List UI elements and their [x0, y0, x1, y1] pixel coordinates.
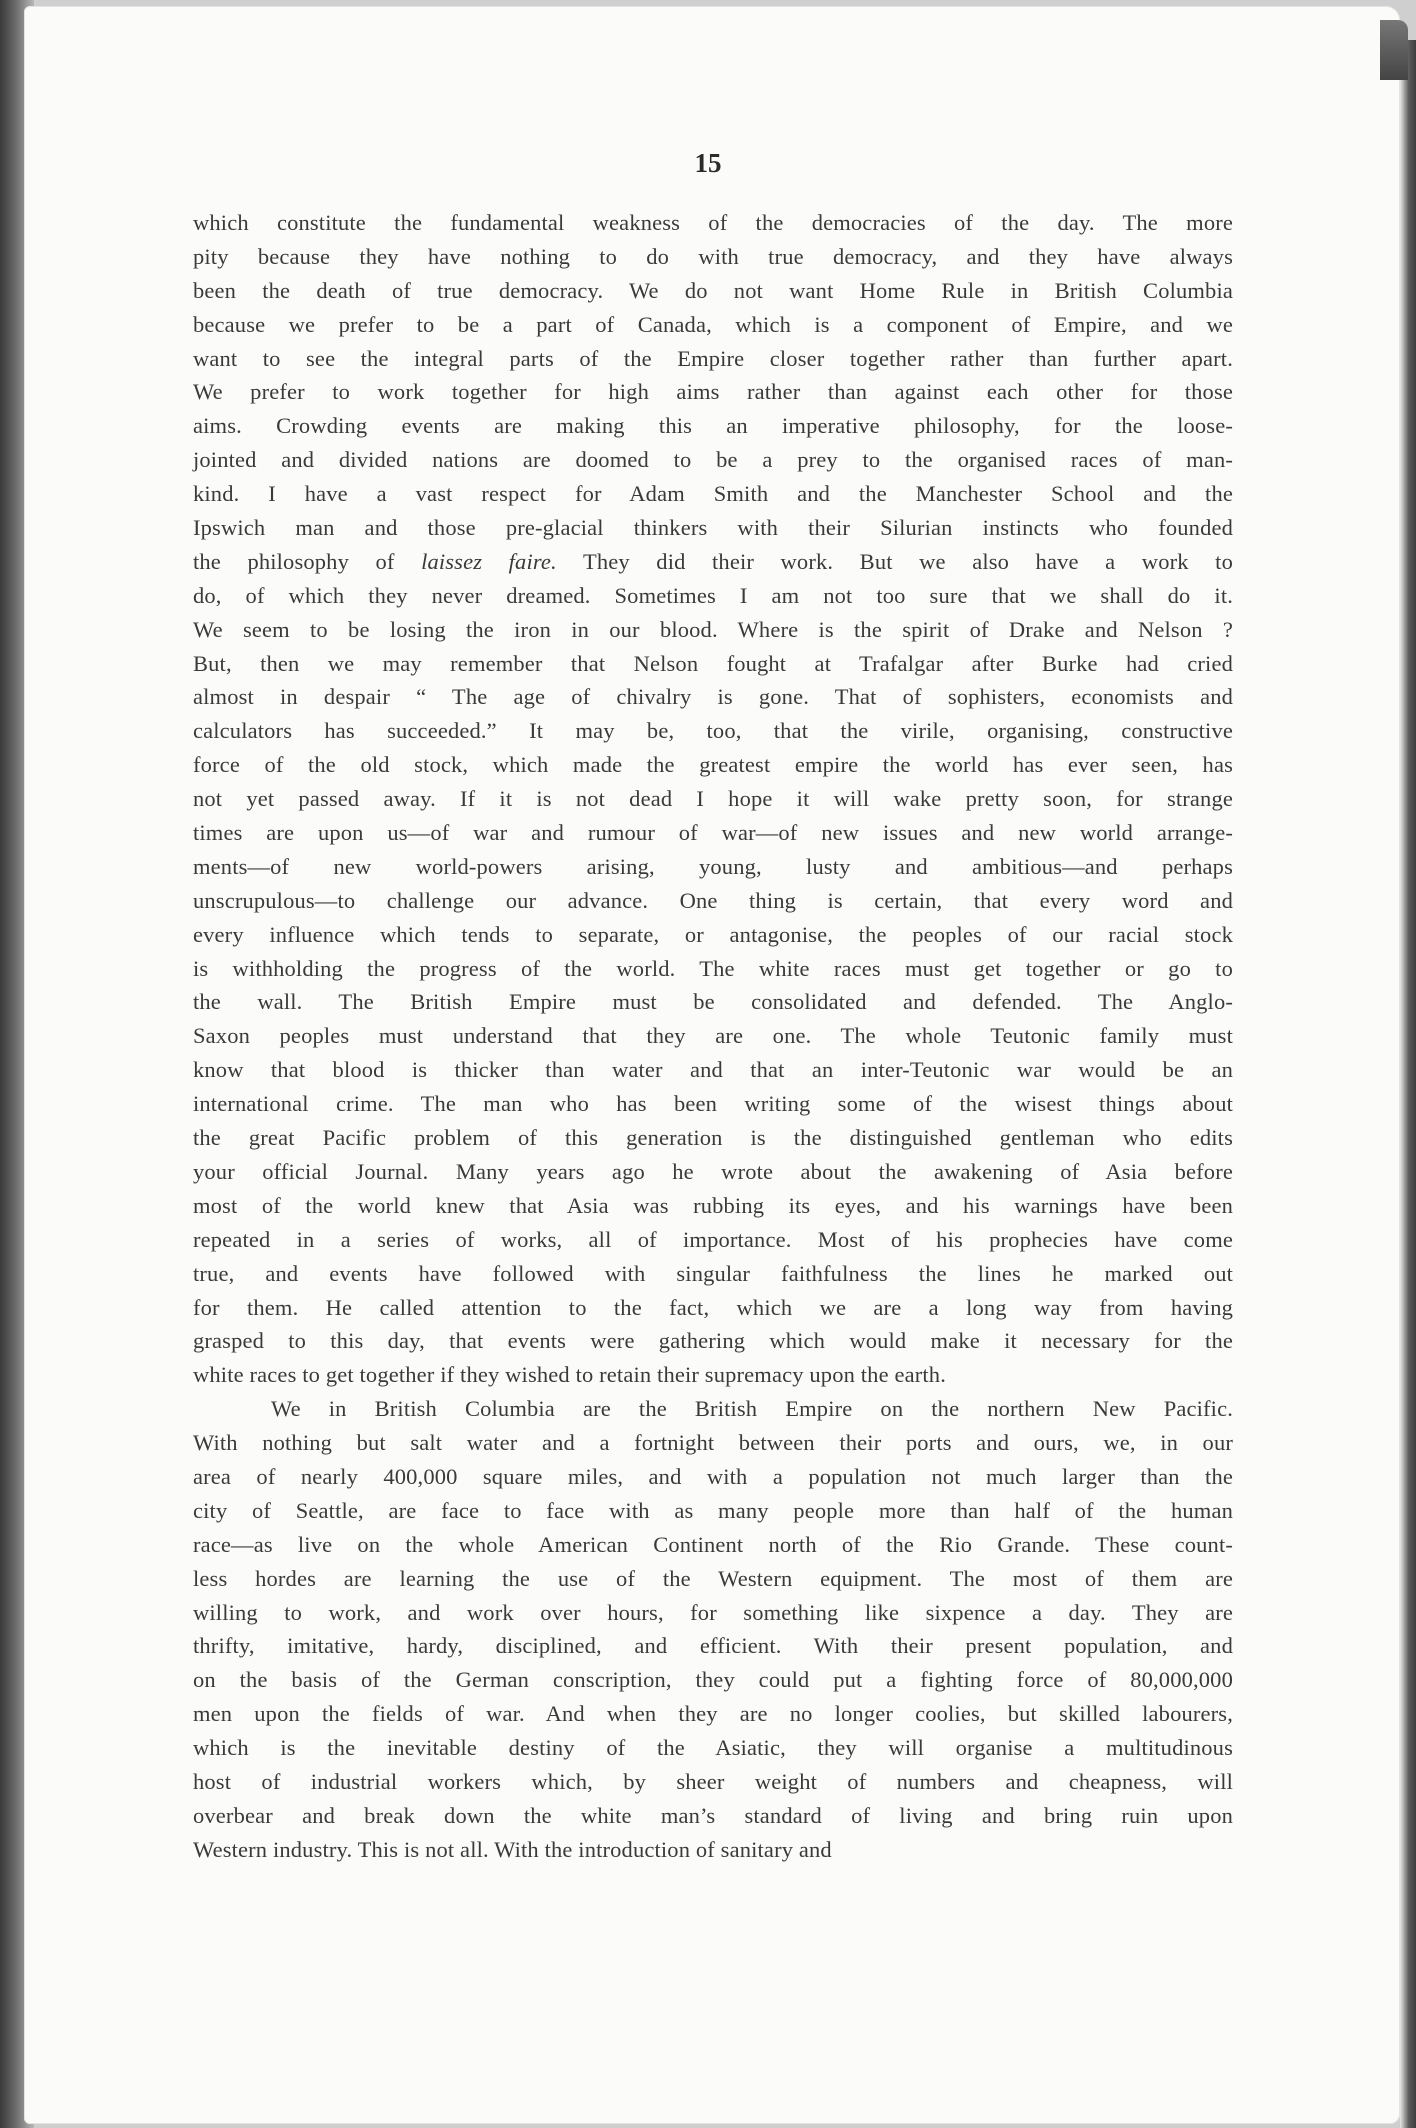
text-line: willing to work, and work over hours, for something like sixpence a day. They are	[193, 1599, 1233, 1625]
text-line: which constitute the fundamental weakness of the democracies of the day. The more	[193, 210, 1233, 235]
text-line: the great Pacific problem of this generation is the distinguished gentleman who edits	[193, 1125, 1233, 1151]
page-right-edge	[1400, 40, 1416, 2128]
text-line: area of nearly 400,000 square miles, and with a population not much larger than the	[193, 1463, 1233, 1489]
text-line: calculators has succeeded.” It may be, too, that the virile, organising, constructive	[193, 718, 1233, 744]
text-line: times are upon us—of war and rumour of war—of new issues and new world arrange-	[193, 820, 1233, 846]
body-text	[193, 206, 1233, 1867]
text-line: which is the inevitable destiny of the Asiatic, they will organise a multitudinous	[193, 1735, 1233, 1761]
text-line: race—as live on the whole American Continent north of the Rio Grande. These count-	[193, 1531, 1233, 1557]
text-line: do, of which they never dreamed. Sometimes I am not too sure that we shall do it.	[193, 582, 1233, 608]
page-corner-fold	[1380, 20, 1408, 80]
text-line: jointed and divided nations are doomed to be a prey to the organised races of man-	[193, 447, 1233, 473]
text-line: because we prefer to be a part of Canada, which is a component of Empire, and we	[193, 311, 1233, 337]
text-line: Ipswich man and those pre-glacial thinkers with their Silurian instincts who founded	[193, 515, 1233, 541]
text-line: pity because they have nothing to do with true democracy, and they have always	[193, 243, 1233, 269]
text-line: thrifty, imitative, hardy, disciplined, and efficient. With their present population, and	[193, 1633, 1233, 1659]
text-line: almost in despair “ The age of chivalry is gone. That of sophisters, economists and	[193, 684, 1233, 710]
text-line: is withholding the progress of the world. The white races must get together or go to	[193, 955, 1233, 981]
text-line: repeated in a series of works, all of importance. Most of his prophecies have come	[193, 1226, 1233, 1252]
text-line: force of the old stock, which made the greatest empire the world has ever seen, has	[193, 752, 1233, 778]
text-line: on the basis of the German conscription, they could put a fighting force of 80,000,000	[193, 1667, 1233, 1693]
text-line: We seem to be losing the iron in our blood. Where is the spirit of Drake and Nelson ?	[193, 616, 1233, 642]
text-line: grasped to this day, that events were gathering which would make it necessary for the	[193, 1328, 1233, 1354]
text-line: the wall. The British Empire must be consolidated and defended. The Anglo-	[193, 989, 1233, 1015]
text-line: white races to get together if they wished to retain their supremacy upon the earth.	[193, 1362, 946, 1388]
text-line: the philosophy of laissez faire. They did their work. But we also have a work to	[193, 548, 1233, 574]
text-line: Saxon peoples must understand that they are one. The whole Teutonic family must	[193, 1023, 1233, 1049]
text-line: We prefer to work together for high aims rather than against each other for those	[193, 379, 1233, 405]
text-line: been the death of true democracy. We do not want Home Rule in British Columbia	[193, 277, 1233, 303]
text-line: less hordes are learning the use of the Western equipment. The most of them are	[193, 1565, 1233, 1591]
text-line: true, and events have followed with singular faithfulness the lines he marked out	[193, 1260, 1233, 1286]
text-line: host of industrial workers which, by sheer weight of numbers and cheapness, will	[193, 1768, 1233, 1794]
text-line: city of Seattle, are face to face with as many people more than half of the human	[193, 1497, 1233, 1523]
text-line: ments—of new world-powers arising, young, lusty and ambitious—and perhaps	[193, 853, 1233, 879]
text-line: every influence which tends to separate, or antagonise, the peoples of our racial stock	[193, 921, 1233, 947]
text-line: your official Journal. Many years ago he wrote about the awakening of Asia before	[193, 1158, 1233, 1184]
text-line: Western industry. This is not all. With the introduction of sanitary and	[193, 1836, 832, 1862]
text-line: international crime. The man who has been writing some of the wisest things about	[193, 1091, 1233, 1117]
text-line: We in British Columbia are the British Empire on the northern New Pacific.	[271, 1396, 1233, 1422]
text-line: men upon the fields of war. And when they are no longer coolies, but skilled labourers,	[193, 1701, 1233, 1727]
text-line: want to see the integral parts of the Empire closer together rather than further apart.	[193, 345, 1233, 371]
text-line: kind. I have a vast respect for Adam Smith and the Manchester School and the	[193, 481, 1233, 507]
text-line: most of the world knew that Asia was rubbing its eyes, and his warnings have been	[193, 1192, 1233, 1218]
text-line: for them. He called attention to the fact, which we are a long way from having	[193, 1294, 1233, 1320]
text-line: not yet passed away. If it is not dead I hope it will wake pretty soon, for strange	[193, 786, 1233, 812]
text-line: But, then we may remember that Nelson fought at Trafalgar after Burke had cried	[193, 650, 1233, 676]
page-number: 15	[694, 148, 722, 178]
text-line: unscrupulous—to challenge our advance. One thing is certain, that every word and	[193, 887, 1233, 913]
text-line: know that blood is thicker than water and that an inter-Teutonic war would be an	[193, 1057, 1233, 1083]
text-line: overbear and break down the white man’s standard of living and bring ruin upon	[193, 1802, 1233, 1828]
text-line: aims. Crowding events are making this an imperative philosophy, for the loose-	[193, 413, 1233, 439]
text-line: With nothing but salt water and a fortnight between their ports and ours, we, in our	[193, 1430, 1233, 1456]
